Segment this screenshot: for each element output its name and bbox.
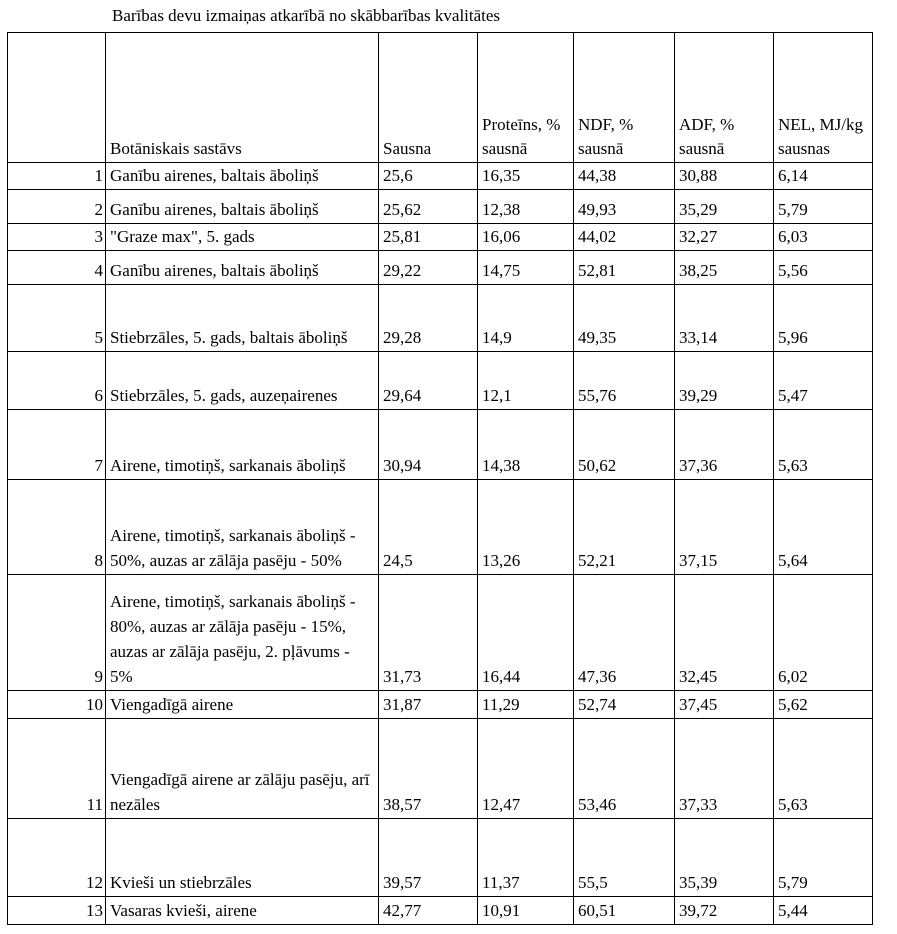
- botanical-composition: Airene, timotiņš, sarkanais āboliņš: [106, 410, 379, 480]
- table-row: [8, 251, 873, 285]
- header-sausna: Sausna: [379, 33, 478, 163]
- protein-value: 12,47: [478, 719, 574, 819]
- adf-value: 37,15: [675, 480, 774, 575]
- sausna-value: 29,28: [379, 285, 478, 352]
- row-number: 2: [8, 190, 106, 224]
- botanical-composition: Kvieši un stiebrzāles: [106, 819, 379, 897]
- table-row: [8, 352, 873, 410]
- botanical-composition: Ganību airenes, baltais āboliņš: [106, 163, 379, 190]
- table-row: [8, 224, 873, 251]
- protein-value: 10,91: [478, 897, 574, 925]
- table-row: [8, 897, 873, 925]
- botanical-composition: "Graze max", 5. gads: [106, 224, 379, 251]
- nel-value: 6,03: [774, 224, 873, 251]
- row-number: 9: [8, 575, 106, 691]
- botanical-composition: Stiebrzāles, 5. gads, baltais āboliņš: [106, 285, 379, 352]
- nel-value: 5,44: [774, 897, 873, 925]
- sausna-value: 24,5: [379, 480, 478, 575]
- row-number: 8: [8, 480, 106, 575]
- row-number: 7: [8, 410, 106, 480]
- row-number: 4: [8, 251, 106, 285]
- ndf-value: 55,76: [574, 352, 675, 410]
- sausna-value: 25,81: [379, 224, 478, 251]
- row-number: 3: [8, 224, 106, 251]
- adf-value: 37,33: [675, 719, 774, 819]
- adf-value: 32,45: [675, 575, 774, 691]
- header-ndf: NDF, % sausnā: [574, 33, 675, 163]
- botanical-composition: Vasaras kvieši, airene: [106, 897, 379, 925]
- header-botanical: Botāniskais sastāvs: [106, 33, 379, 163]
- nel-value: 6,02: [774, 575, 873, 691]
- ndf-value: 52,81: [574, 251, 675, 285]
- row-number: 13: [8, 897, 106, 925]
- adf-value: 35,29: [675, 190, 774, 224]
- header-protein: Proteīns, % sausnā: [478, 33, 574, 163]
- sausna-value: 42,77: [379, 897, 478, 925]
- protein-value: 12,38: [478, 190, 574, 224]
- row-number: 11: [8, 719, 106, 819]
- nel-value: 5,96: [774, 285, 873, 352]
- ndf-value: 55,5: [574, 819, 675, 897]
- sausna-value: 25,62: [379, 190, 478, 224]
- header-adf: ADF, % sausnā: [675, 33, 774, 163]
- adf-value: 30,88: [675, 163, 774, 190]
- nel-value: 5,63: [774, 410, 873, 480]
- botanical-composition: Ganību airenes, baltais āboliņš: [106, 251, 379, 285]
- sausna-value: 29,22: [379, 251, 478, 285]
- table-row: [8, 190, 873, 224]
- nel-value: 5,79: [774, 190, 873, 224]
- adf-value: 35,39: [675, 819, 774, 897]
- botanical-composition: Airene, timotiņš, sarkanais āboliņš - 50%, auzas ar zālāja pasēju - 50%: [106, 480, 379, 575]
- botanical-composition: Viengadīgā airene ar zālāju pasēju, arī nezāles: [106, 719, 379, 819]
- nel-value: 5,62: [774, 691, 873, 719]
- nel-value: 5,47: [774, 352, 873, 410]
- protein-value: 14,9: [478, 285, 574, 352]
- table-row: [8, 163, 873, 190]
- ndf-value: 60,51: [574, 897, 675, 925]
- protein-value: 11,29: [478, 691, 574, 719]
- row-number: 5: [8, 285, 106, 352]
- table-row: [8, 819, 873, 897]
- row-number: 10: [8, 691, 106, 719]
- table-row: [8, 285, 873, 352]
- adf-value: 37,36: [675, 410, 774, 480]
- adf-value: 39,29: [675, 352, 774, 410]
- botanical-composition: Ganību airenes, baltais āboliņš: [106, 190, 379, 224]
- table-row: [8, 480, 873, 575]
- protein-value: 13,26: [478, 480, 574, 575]
- nel-value: 5,64: [774, 480, 873, 575]
- table-row: [8, 719, 873, 819]
- botanical-composition: Stiebrzāles, 5. gads, auzeņairenes: [106, 352, 379, 410]
- row-number: 12: [8, 819, 106, 897]
- ndf-value: 53,46: [574, 719, 675, 819]
- ndf-value: 52,21: [574, 480, 675, 575]
- ndf-value: 44,38: [574, 163, 675, 190]
- protein-value: 16,44: [478, 575, 574, 691]
- sausna-value: 31,73: [379, 575, 478, 691]
- ndf-value: 49,93: [574, 190, 675, 224]
- data-table: [7, 32, 873, 925]
- table-row: [8, 410, 873, 480]
- protein-value: 16,06: [478, 224, 574, 251]
- nel-value: 5,56: [774, 251, 873, 285]
- ndf-value: 44,02: [574, 224, 675, 251]
- header-row: [8, 33, 873, 163]
- protein-value: 11,37: [478, 819, 574, 897]
- nel-value: 5,63: [774, 719, 873, 819]
- row-number: 1: [8, 163, 106, 190]
- nel-value: 6,14: [774, 163, 873, 190]
- table-title: Barības devu izmaiņas atkarībā no skābbarības kvalitātes: [112, 6, 501, 25]
- botanical-composition: Viengadīgā airene: [106, 691, 379, 719]
- protein-value: 14,75: [478, 251, 574, 285]
- table-row: [8, 691, 873, 719]
- adf-value: 39,72: [675, 897, 774, 925]
- header-index: [8, 33, 106, 163]
- sausna-value: 30,94: [379, 410, 478, 480]
- sausna-value: 25,6: [379, 163, 478, 190]
- adf-value: 32,27: [675, 224, 774, 251]
- ndf-value: 50,62: [574, 410, 675, 480]
- protein-value: 14,38: [478, 410, 574, 480]
- sausna-value: 31,87: [379, 691, 478, 719]
- sausna-value: 38,57: [379, 719, 478, 819]
- adf-value: 33,14: [675, 285, 774, 352]
- protein-value: 16,35: [478, 163, 574, 190]
- protein-value: 12,1: [478, 352, 574, 410]
- nel-value: 5,79: [774, 819, 873, 897]
- adf-value: 37,45: [675, 691, 774, 719]
- sausna-value: 29,64: [379, 352, 478, 410]
- table-row: [8, 575, 873, 691]
- row-number: 6: [8, 352, 106, 410]
- adf-value: 38,25: [675, 251, 774, 285]
- ndf-value: 52,74: [574, 691, 675, 719]
- ndf-value: 49,35: [574, 285, 675, 352]
- ndf-value: 47,36: [574, 575, 675, 691]
- botanical-composition: Airene, timotiņš, sarkanais āboliņš - 80%, auzas ar zālāja pasēju - 15%, auzas ar zālāja pasēju, 2. pļāvums - 5%: [106, 575, 379, 691]
- sausna-value: 39,57: [379, 819, 478, 897]
- header-nel: NEL, MJ/kg sausnas: [774, 33, 873, 163]
